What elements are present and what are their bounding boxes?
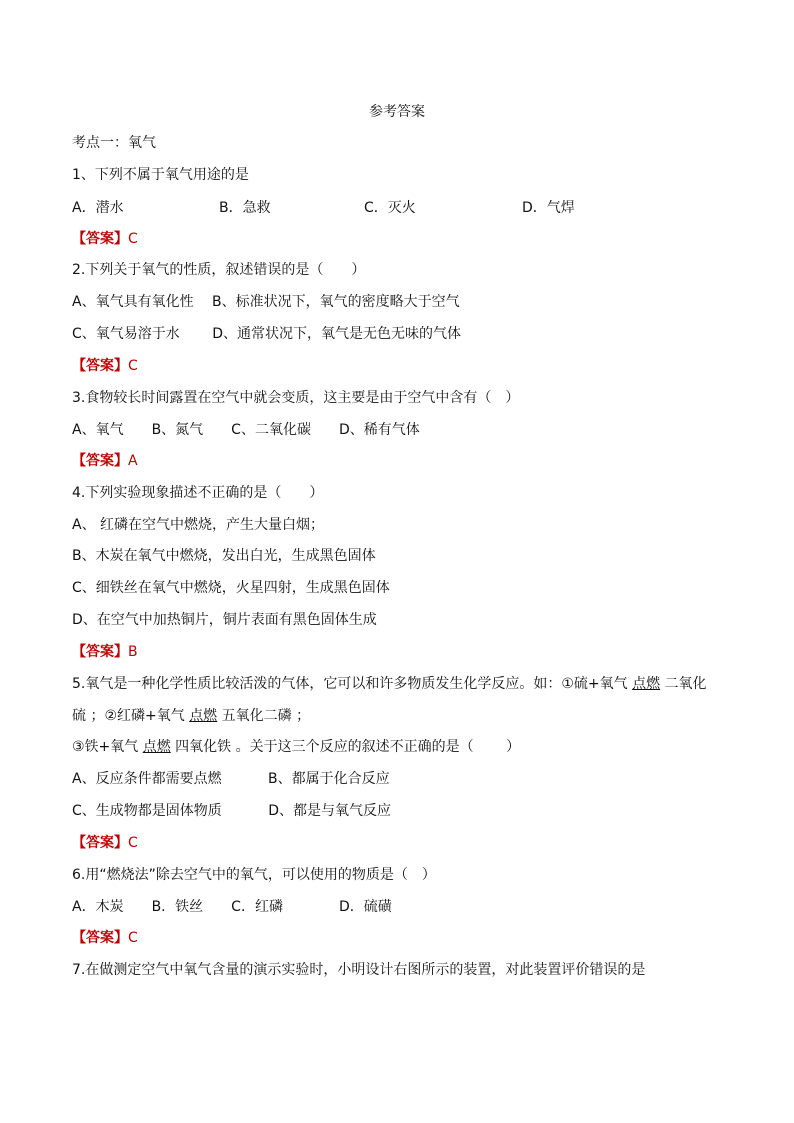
q4-option-b: B、木炭在氧气中燃烧，发出白光，生成黑色固体 — [72, 548, 376, 564]
q5-stem-line1 — [72, 674, 707, 694]
q4-stem: 4.下列实验现象描述不正确的是（ ） — [72, 485, 324, 501]
q2-options-line2: C、氧气易溶于水 D、通常状况下，氧气是无色无味的气体 — [72, 326, 462, 342]
q6-options-line1: A．木炭 B．铁丝 C．红磷 D．硫磺 — [72, 899, 392, 915]
q5-options-line2: C、生成物都是固体物质 D、都是与氧气反应 — [72, 803, 392, 819]
q5-line2-part-b: 五氧化二磷 ； — [217, 708, 311, 724]
q4-option-a: A、 红磷在空气中燃烧，产生大量白烟； — [72, 517, 325, 533]
q5-line3-part-b: 四氧化铁 。关于这三个反应的叙述不正确的是（ ） — [170, 739, 521, 755]
q6-stem: 6.用“燃烧法”除去空气中的氧气，可以使用的物质是（ ） — [72, 867, 436, 883]
q6-answer-value: C — [128, 930, 138, 946]
q1-option-b: B．急救 — [219, 200, 271, 216]
q5-answer-value: C — [128, 835, 138, 851]
q5-line3-part-a: ③铁+氧气 — [72, 739, 143, 755]
q4-answer — [72, 642, 138, 662]
q5-condition-2: 点燃 — [189, 708, 218, 724]
q5-condition-1: 点燃 — [632, 676, 661, 692]
q5-stem-part-b: 二氧化 — [660, 676, 707, 692]
q5-answer — [72, 833, 138, 853]
q7-stem: 7.在做测定空气中氧气含量的演示实验时，小明设计右图所示的装置，对此装置评价错误的是 — [72, 962, 646, 978]
q5-condition-3: 点燃 — [142, 739, 171, 755]
q3-stem: 3.食物较长时间露置在空气中就会变质，这主要是由于空气中含有（ ） — [72, 390, 520, 406]
q1-stem: 1、下列不属于氧气用途的是 — [72, 167, 249, 183]
answer-label: 【答案】 — [72, 644, 128, 660]
page-title: 参考答案 — [369, 104, 425, 120]
q5-options-line1: A、反应条件都需要点燃 B、都属于化合反应 — [72, 771, 390, 787]
q1-option-d: D．气焊 — [522, 200, 575, 216]
q2-answer — [72, 356, 138, 376]
answer-label: 【答案】 — [72, 930, 128, 946]
q5-stem-line3 — [72, 737, 520, 757]
q2-stem: 2.下列关于氧气的性质，叙述错误的是（ ） — [72, 262, 366, 278]
q5-stem-part-a: 5.氧气是一种化学性质比较活泼的气体，它可以和许多物质发生化学反应。如：①硫+氧气 — [72, 676, 633, 692]
answer-label: 【答案】 — [72, 835, 128, 851]
q1-option-c: C．灭火 — [364, 200, 416, 216]
answer-label: 【答案】 — [72, 453, 128, 469]
q1-option-a: A．潜水 — [72, 200, 124, 216]
q1-answer-value: C — [128, 231, 138, 247]
q5-line2-part-a: 硫 ；②红磷+氧气 — [72, 708, 190, 724]
q3-answer — [72, 451, 138, 471]
q3-options-line1: A、氧气 B、氮气 C、二氧化碳 D、稀有气体 — [72, 422, 420, 438]
q4-answer-value: B — [128, 644, 138, 660]
q6-answer — [72, 928, 138, 948]
q3-answer-value: A — [128, 453, 138, 469]
q1-answer — [72, 229, 138, 249]
q2-answer-value: C — [128, 358, 138, 374]
q4-option-d: D、在空气中加热铜片，铜片表面有黑色固体生成 — [72, 612, 377, 628]
answer-label: 【答案】 — [72, 358, 128, 374]
answer-label: 【答案】 — [72, 231, 128, 247]
q2-options-line1: A、氧气具有氧化性 B、标准状况下，氧气的密度略大于空气 — [72, 294, 460, 310]
section-heading: 考点一：氧气 — [72, 135, 156, 151]
q5-stem-line2 — [72, 706, 310, 726]
q4-option-c: C、细铁丝在氧气中燃烧，火星四射，生成黑色固体 — [72, 580, 390, 596]
